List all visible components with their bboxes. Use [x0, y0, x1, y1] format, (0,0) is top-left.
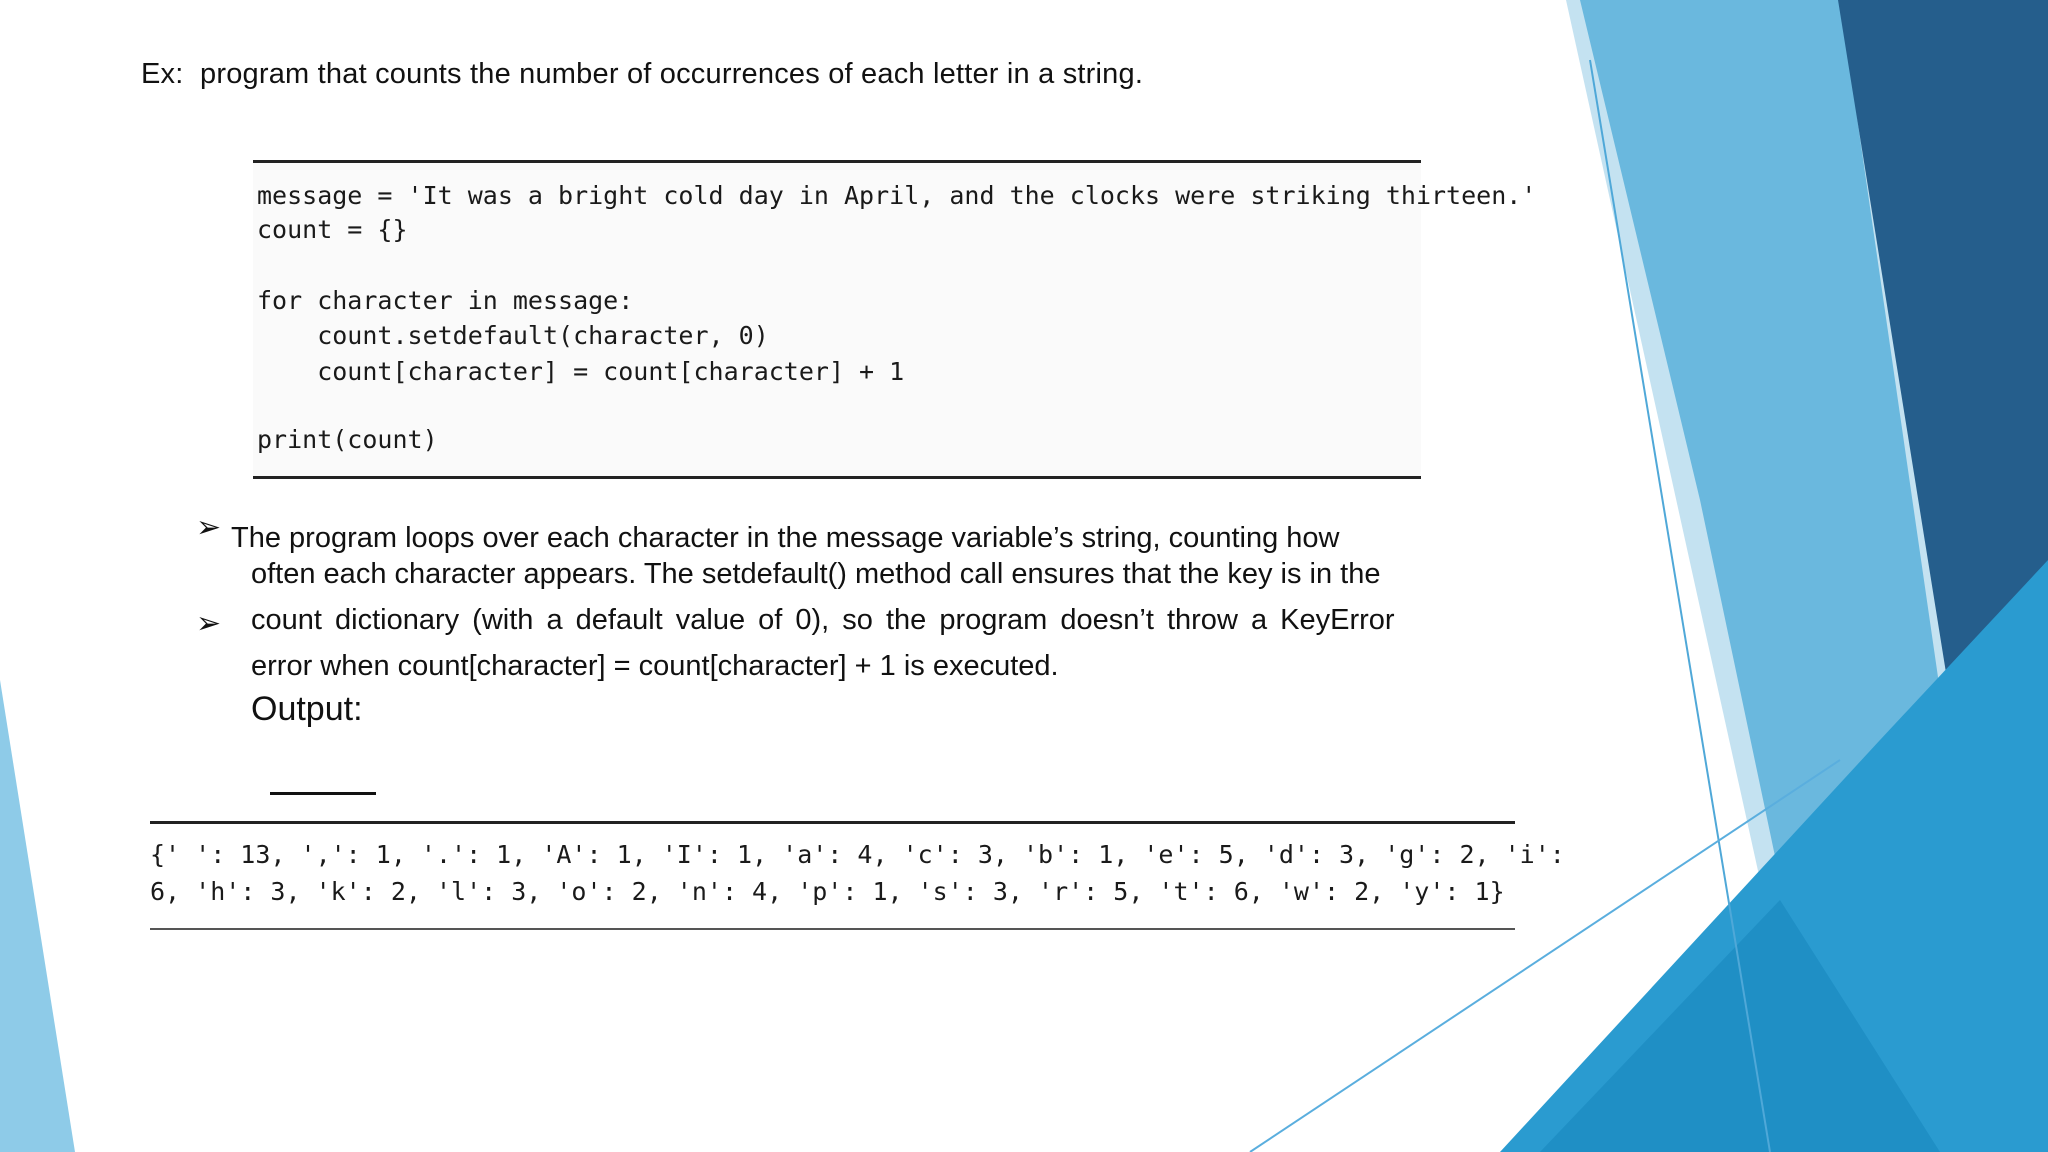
- code-line: count[character] = count[character] + 1: [257, 357, 905, 386]
- output-line: 6, 'h': 3, 'k': 2, 'l': 3, 'o': 2, 'n': 4, 'p': 1, 's': 3, 'r': 5, 't': 6, 'w': 2, 'y': 1}: [150, 877, 1505, 906]
- paragraph-line: often each character appears. The setdefault() method call ensures that the key is in the: [251, 558, 1381, 590]
- code-line: message = 'It was a bright cold day in April, and the clocks were striking thirteen.': [257, 181, 1537, 210]
- output-label: Output:: [251, 690, 363, 728]
- paragraph-line: The program loops over each character in the message variable’s string, counting how: [231, 522, 1340, 554]
- paragraph-line: count dictionary (with a default value of 0), so the program doesn’t throw a KeyError: [251, 604, 1395, 636]
- code-block: [253, 160, 1537, 479]
- code-line: count = {}: [257, 215, 408, 244]
- paragraph-line: error when count[character] = count[character] + 1 is executed.: [251, 650, 1059, 682]
- output-underline: [270, 792, 376, 795]
- output-block: [150, 821, 1565, 930]
- output-line: {' ': 13, ',': 1, '.': 1, 'A': 1, 'I': 1, 'a': 4, 'c': 3, 'b': 1, 'e': 5, 'd': 3, 'g': 2, 'i':: [150, 840, 1565, 869]
- code-line: print(count): [257, 425, 438, 454]
- slide-heading: Ex: program that counts the number of occurrences of each letter in a string.: [141, 58, 1144, 90]
- bullet-arrow-icon: ➢: [196, 510, 222, 545]
- bullet-arrow-icon: ➢: [196, 606, 222, 641]
- code-line: count.setdefault(character, 0): [257, 321, 769, 350]
- code-line: for character in message:: [257, 286, 634, 315]
- left-pale-shape: [0, 680, 75, 1152]
